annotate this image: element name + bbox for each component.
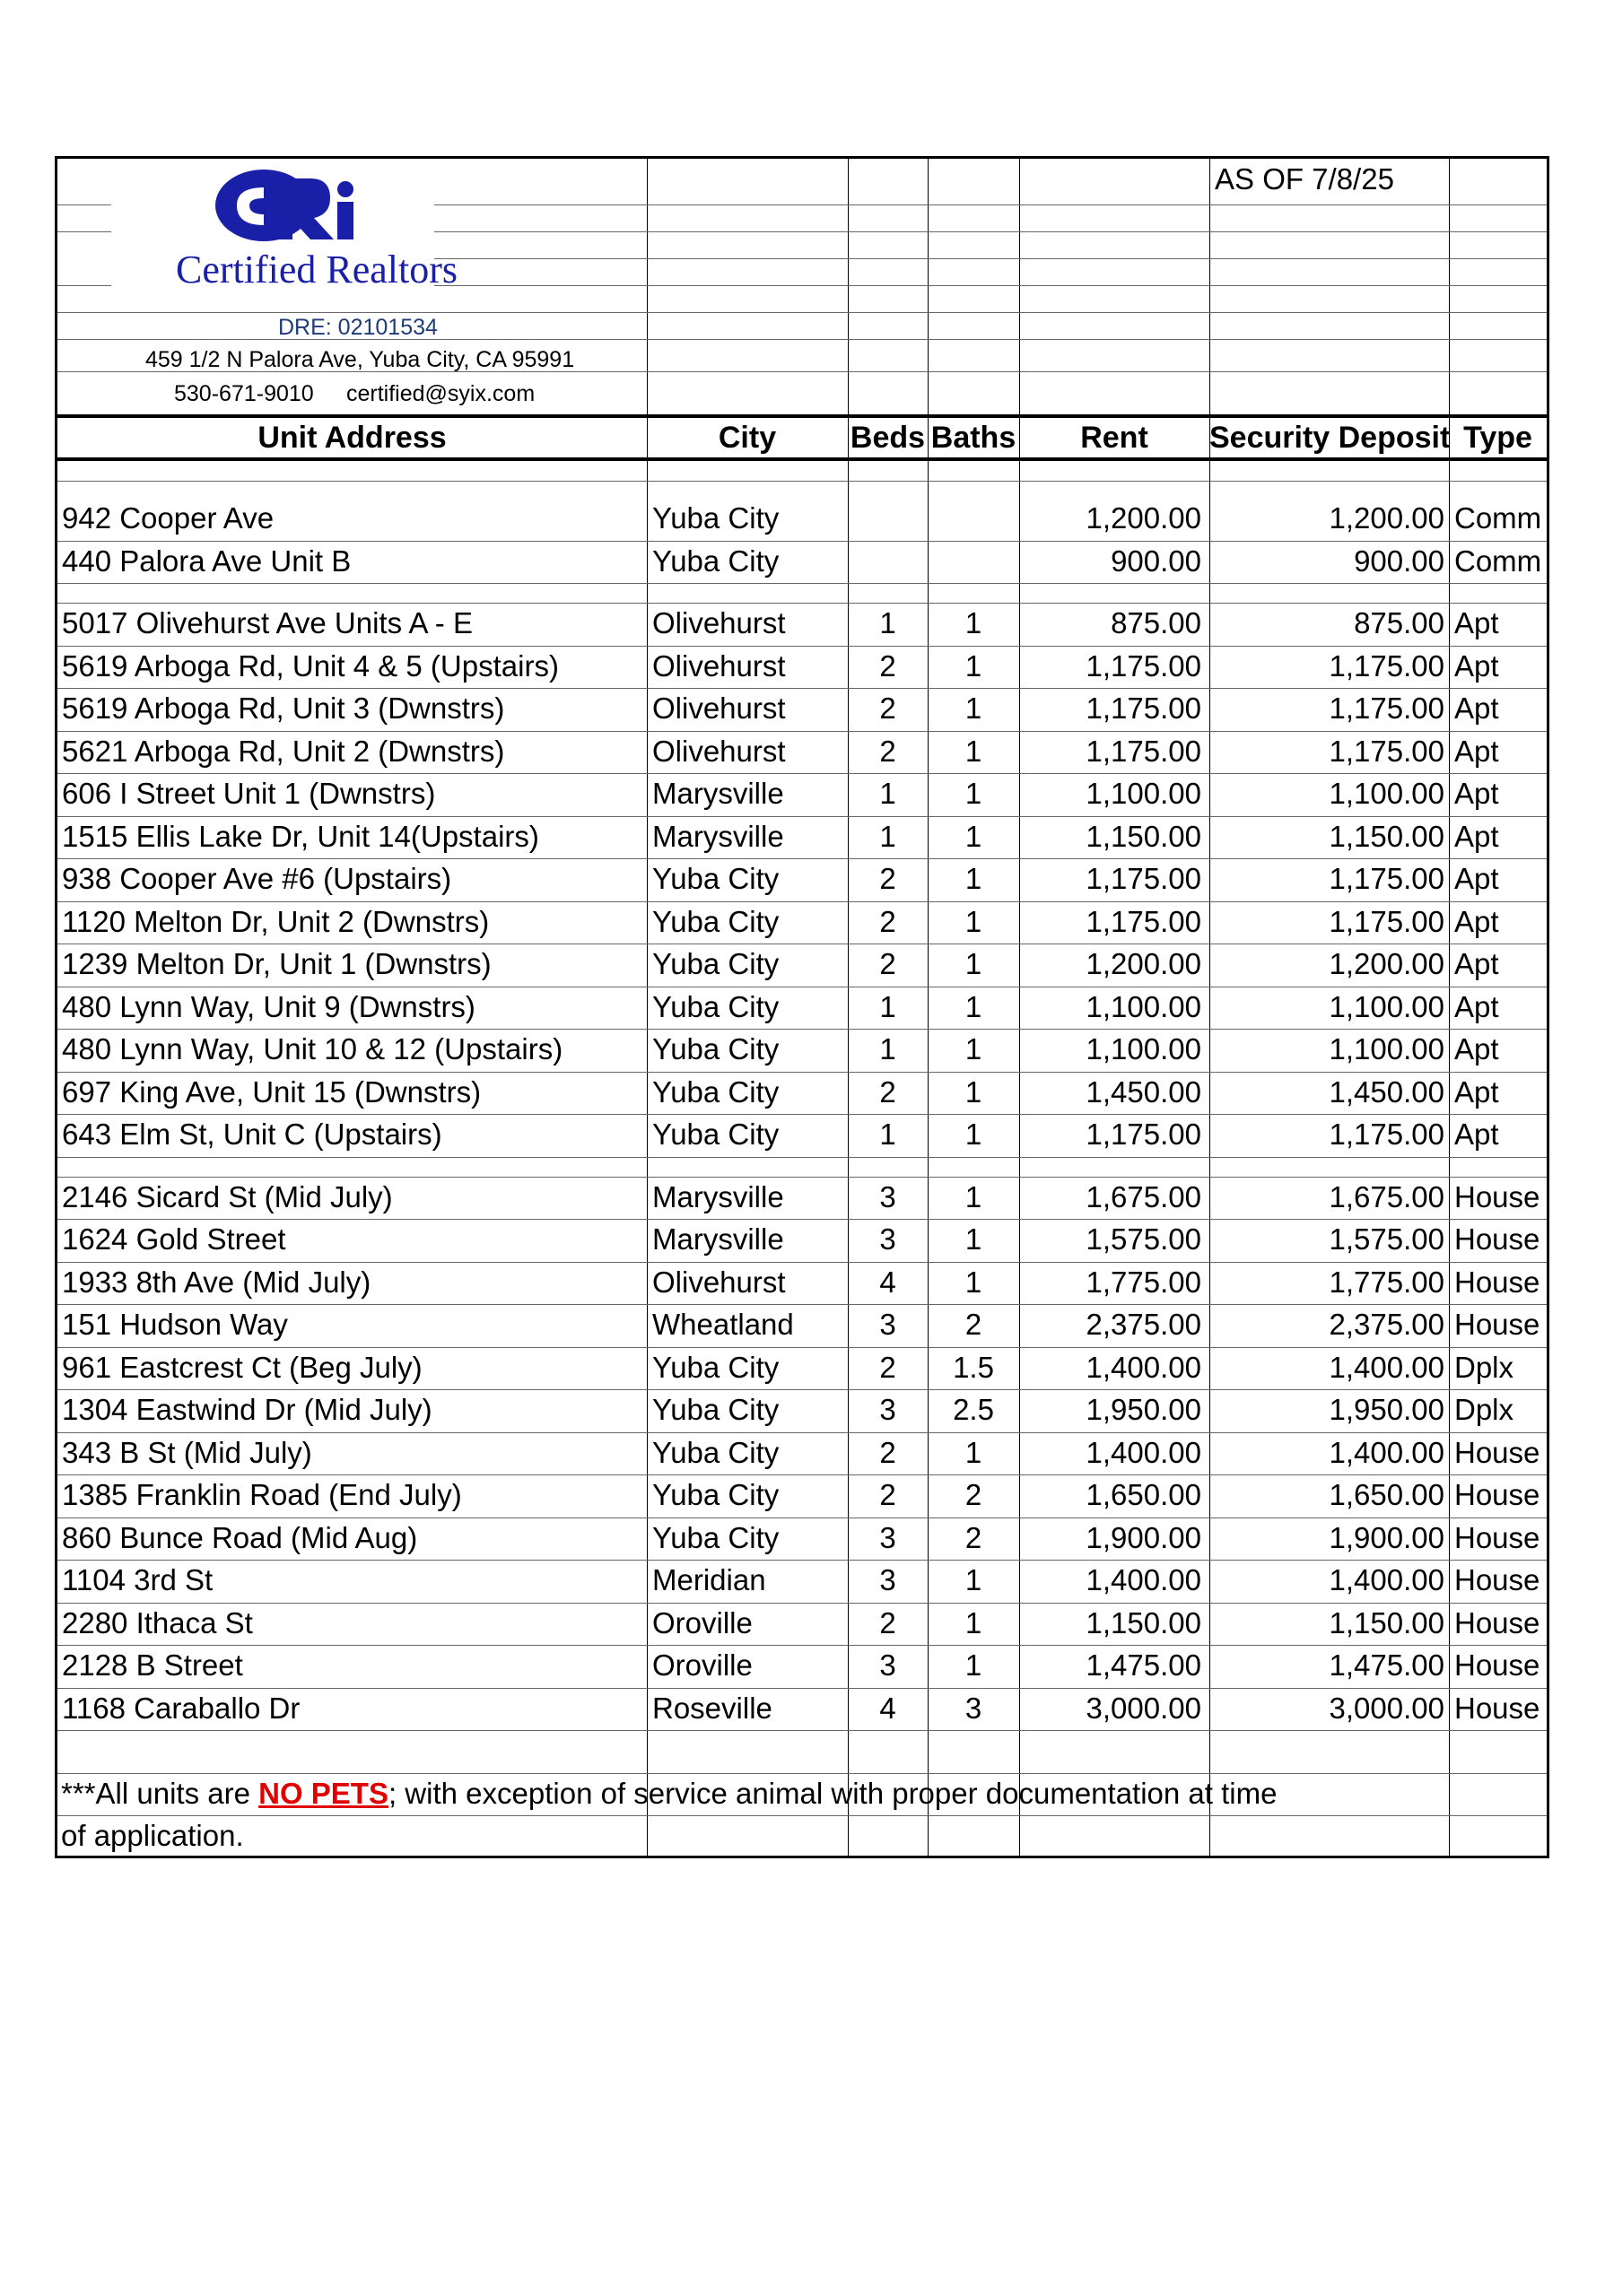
unit-address: 938 Cooper Ave #6 (Upstairs) <box>62 862 452 895</box>
unit-address: 1624 Gold Street <box>62 1222 286 1256</box>
unit-deposit: 1,950.00 <box>1329 1393 1444 1426</box>
unit-type: Apt <box>1454 1032 1499 1065</box>
unit-beds: 2 <box>879 1350 896 1384</box>
unit-address: 860 Bunce Road (Mid Aug) <box>62 1520 418 1554</box>
unit-city: Olivehurst <box>652 648 786 683</box>
unit-rent: 1,175.00 <box>1086 691 1201 725</box>
unit-baths: 1 <box>964 1179 982 1213</box>
unit-beds: 2 <box>879 691 896 725</box>
unit-address: 5619 Arboga Rd, Unit 4 & 5 (Upstairs) <box>62 648 559 683</box>
unit-baths: 1 <box>964 1563 982 1596</box>
unit-rent: 1,675.00 <box>1086 1179 1201 1213</box>
unit-rent: 2,375.00 <box>1086 1308 1201 1341</box>
unit-type: Dplx <box>1454 1350 1514 1384</box>
unit-type: House <box>1454 1478 1540 1511</box>
unit-address: 643 Elm St, Unit C (Upstairs) <box>62 1118 442 1151</box>
unit-baths: 1 <box>964 904 982 938</box>
unit-address: 5619 Arboga Rd, Unit 3 (Dwnstrs) <box>62 691 505 725</box>
header-type: Type <box>1463 421 1532 455</box>
unit-type: House <box>1454 1222 1540 1256</box>
unit-rent: 1,100.00 <box>1086 989 1201 1023</box>
row-divider <box>57 1730 1547 1731</box>
unit-beds: 1 <box>879 1032 896 1065</box>
unit-beds: 3 <box>879 1222 896 1256</box>
unit-baths: 1 <box>964 1222 982 1256</box>
unit-city: Olivehurst <box>652 734 786 768</box>
unit-baths: 1.5 <box>953 1350 994 1384</box>
unit-type: House <box>1454 1563 1540 1596</box>
unit-deposit: 900.00 <box>1354 544 1444 578</box>
unit-rent: 1,475.00 <box>1086 1648 1201 1682</box>
unit-address: 1515 Ellis Lake Dr, Unit 14(Upstairs) <box>62 819 539 853</box>
unit-city: Yuba City <box>652 1478 780 1511</box>
unit-type: Apt <box>1454 777 1499 810</box>
unit-address: 480 Lynn Way, Unit 9 (Dwnstrs) <box>62 989 475 1023</box>
pet-policy-note-line2: of application. <box>61 1819 244 1852</box>
unit-baths: 1 <box>964 1605 982 1639</box>
unit-type: Apt <box>1454 691 1499 725</box>
unit-deposit: 1,775.00 <box>1329 1265 1444 1299</box>
unit-city: Yuba City <box>652 904 780 938</box>
unit-city: Meridian <box>652 1563 766 1596</box>
unit-rent: 1,400.00 <box>1086 1435 1201 1469</box>
unit-baths: 2.5 <box>953 1393 994 1426</box>
unit-city: Olivehurst <box>652 691 786 725</box>
unit-rent: 1,100.00 <box>1086 1032 1201 1065</box>
unit-city: Yuba City <box>652 862 780 895</box>
unit-type: Apt <box>1454 862 1499 895</box>
unit-baths: 1 <box>964 777 982 810</box>
unit-city: Yuba City <box>652 989 780 1023</box>
unit-city: Wheatland <box>652 1308 794 1341</box>
unit-address: 961 Eastcrest Ct (Beg July) <box>62 1350 423 1384</box>
unit-type: House <box>1454 1179 1540 1213</box>
unit-deposit: 1,150.00 <box>1329 1605 1444 1639</box>
no-pets-highlight: NO PETS <box>258 1777 388 1810</box>
unit-baths: 1 <box>964 1032 982 1065</box>
unit-type: House <box>1454 1520 1540 1554</box>
unit-beds: 3 <box>879 1393 896 1426</box>
unit-city: Oroville <box>652 1605 753 1639</box>
unit-deposit: 1,400.00 <box>1329 1350 1444 1384</box>
unit-baths: 1 <box>964 1265 982 1299</box>
unit-deposit: 1,575.00 <box>1329 1222 1444 1256</box>
unit-beds: 3 <box>879 1308 896 1341</box>
unit-type: Apt <box>1454 819 1499 853</box>
unit-beds: 2 <box>879 734 896 768</box>
unit-baths: 3 <box>964 1691 982 1725</box>
unit-baths: 1 <box>964 819 982 853</box>
unit-baths: 2 <box>964 1520 982 1554</box>
unit-address: 1120 Melton Dr, Unit 2 (Dwnstrs) <box>62 904 490 938</box>
unit-deposit: 1,150.00 <box>1329 819 1444 853</box>
header-unit-address: Unit Address <box>257 421 447 455</box>
unit-rent: 1,400.00 <box>1086 1563 1201 1596</box>
unit-deposit: 1,175.00 <box>1329 734 1444 768</box>
unit-city: Yuba City <box>652 1032 780 1065</box>
unit-rent: 1,900.00 <box>1086 1520 1201 1554</box>
unit-baths: 1 <box>964 691 982 725</box>
unit-type: House <box>1454 1265 1540 1299</box>
office-email: certified@syix.com <box>346 381 536 406</box>
unit-rent: 1,175.00 <box>1086 1118 1201 1151</box>
office-address: 459 1/2 N Palora Ave, Yuba City, CA 95991 <box>145 347 575 372</box>
office-phone: 530-671-9010 <box>174 381 314 406</box>
unit-deposit: 1,175.00 <box>1329 904 1444 938</box>
unit-deposit: 1,175.00 <box>1329 648 1444 683</box>
unit-type: Apt <box>1454 947 1499 980</box>
unit-city: Yuba City <box>652 1393 780 1426</box>
unit-type: Apt <box>1454 606 1499 639</box>
unit-city: Marysville <box>652 777 784 810</box>
unit-baths: 1 <box>964 989 982 1023</box>
unit-rent: 1,400.00 <box>1086 1350 1201 1384</box>
unit-deposit: 1,100.00 <box>1329 989 1444 1023</box>
unit-deposit: 1,900.00 <box>1329 1520 1444 1554</box>
unit-address: 2280 Ithaca St <box>62 1605 253 1639</box>
unit-rent: 1,150.00 <box>1086 1605 1201 1639</box>
unit-deposit: 1,200.00 <box>1329 501 1444 535</box>
unit-rent: 1,950.00 <box>1086 1393 1201 1426</box>
unit-beds: 3 <box>879 1648 896 1682</box>
unit-baths: 1 <box>964 1074 982 1109</box>
unit-baths: 1 <box>964 1118 982 1151</box>
unit-beds: 1 <box>879 606 896 639</box>
unit-baths: 1 <box>964 1648 982 1682</box>
company-logo <box>120 168 461 302</box>
pet-policy-note <box>61 1773 1277 1814</box>
unit-type: House <box>1454 1435 1540 1469</box>
col-divider <box>1449 159 1450 1856</box>
unit-city: Yuba City <box>652 1435 780 1469</box>
unit-deposit: 2,375.00 <box>1329 1308 1444 1341</box>
unit-address: 151 Hudson Way <box>62 1308 288 1341</box>
unit-address: 2146 Sicard St (Mid July) <box>62 1179 393 1213</box>
unit-type: House <box>1454 1691 1540 1725</box>
note-prefix: ***All units are <box>61 1777 259 1810</box>
unit-city: Roseville <box>652 1691 772 1725</box>
row-divider <box>57 583 1547 584</box>
unit-city: Yuba City <box>652 501 780 535</box>
unit-deposit: 1,175.00 <box>1329 862 1444 895</box>
unit-city: Yuba City <box>652 1350 780 1384</box>
unit-deposit: 1,200.00 <box>1329 947 1444 980</box>
unit-city: Yuba City <box>652 544 780 578</box>
dre-number: DRE: 02101534 <box>278 315 438 340</box>
unit-rent: 1,450.00 <box>1086 1074 1201 1109</box>
unit-baths: 1 <box>964 1435 982 1469</box>
unit-city: Marysville <box>652 1222 784 1256</box>
unit-beds: 3 <box>879 1179 896 1213</box>
unit-beds: 2 <box>879 1605 896 1639</box>
unit-beds: 1 <box>879 777 896 810</box>
row-divider <box>57 1157 1547 1158</box>
col-divider <box>647 159 648 1856</box>
unit-beds: 3 <box>879 1520 896 1554</box>
unit-deposit: 1,100.00 <box>1329 1032 1444 1065</box>
header-baths: Baths <box>930 421 1016 455</box>
unit-type: Apt <box>1454 648 1499 683</box>
company-name: Certified Realtors <box>176 248 458 291</box>
unit-deposit: 1,400.00 <box>1329 1435 1444 1469</box>
unit-city: Yuba City <box>652 1118 780 1151</box>
unit-type: Apt <box>1454 904 1499 938</box>
unit-deposit: 1,100.00 <box>1329 777 1444 810</box>
unit-deposit: 1,400.00 <box>1329 1563 1444 1596</box>
unit-rent: 1,175.00 <box>1086 862 1201 895</box>
unit-beds: 1 <box>879 1118 896 1151</box>
unit-type: Apt <box>1454 734 1499 768</box>
row-divider <box>57 1815 1547 1816</box>
unit-type: Dplx <box>1454 1393 1514 1426</box>
unit-rent: 1,775.00 <box>1086 1265 1201 1299</box>
unit-rent: 1,150.00 <box>1086 819 1201 853</box>
unit-type: Comm <box>1454 501 1542 535</box>
unit-beds: 2 <box>879 1478 896 1511</box>
unit-beds: 2 <box>879 862 896 895</box>
unit-rent: 1,100.00 <box>1086 777 1201 810</box>
unit-type: House <box>1454 1648 1540 1682</box>
unit-city: Oroville <box>652 1648 753 1682</box>
unit-address: 2128 B Street <box>62 1648 243 1682</box>
header-security-deposit: Security Deposit <box>1209 421 1451 455</box>
unit-address: 606 I Street Unit 1 (Dwnstrs) <box>62 777 436 810</box>
unit-type: Apt <box>1454 1074 1499 1109</box>
unit-baths: 2 <box>964 1308 982 1341</box>
unit-type: Apt <box>1454 989 1499 1023</box>
unit-rent: 1,175.00 <box>1086 648 1201 683</box>
unit-beds: 2 <box>879 1074 896 1109</box>
as-of-date: AS OF 7/8/25 <box>1215 162 1394 196</box>
unit-rent: 900.00 <box>1111 544 1201 578</box>
note-text: ; with exception of service animal with proper documentation at time <box>388 1777 1278 1810</box>
unit-address: 1168 Caraballo Dr <box>62 1691 301 1725</box>
unit-beds: 2 <box>879 904 896 938</box>
unit-beds: 3 <box>879 1563 896 1596</box>
row-divider <box>57 481 1547 482</box>
unit-address: 440 Palora Ave Unit B <box>62 544 352 578</box>
unit-deposit: 1,675.00 <box>1329 1179 1444 1213</box>
unit-baths: 1 <box>964 862 982 895</box>
unit-beds: 2 <box>879 648 896 683</box>
unit-city: Olivehurst <box>652 606 786 639</box>
unit-rent: 1,650.00 <box>1086 1478 1201 1511</box>
unit-beds: 1 <box>879 819 896 853</box>
unit-beds: 4 <box>879 1265 896 1299</box>
unit-rent: 875.00 <box>1111 606 1201 639</box>
unit-deposit: 1,175.00 <box>1329 691 1444 725</box>
unit-type: Apt <box>1454 1118 1499 1151</box>
unit-city: Yuba City <box>652 1520 780 1554</box>
unit-beds: 2 <box>879 1435 896 1469</box>
unit-baths: 1 <box>964 606 982 639</box>
unit-address: 1385 Franklin Road (End July) <box>62 1478 462 1511</box>
unit-rent: 1,200.00 <box>1086 501 1201 535</box>
unit-rent: 3,000.00 <box>1086 1691 1201 1725</box>
header-beds: Beds <box>850 421 926 455</box>
unit-address: 343 B St (Mid July) <box>62 1435 312 1469</box>
unit-deposit: 1,650.00 <box>1329 1478 1444 1511</box>
unit-beds: 4 <box>879 1691 896 1725</box>
listing-sheet <box>55 156 1549 1858</box>
unit-address: 5621 Arboga Rd, Unit 2 (Dwnstrs) <box>62 734 505 768</box>
unit-deposit: 1,475.00 <box>1329 1648 1444 1682</box>
header-city: City <box>718 421 777 455</box>
unit-address: 942 Cooper Ave <box>62 501 275 535</box>
unit-address: 1304 Eastwind Dr (Mid July) <box>62 1393 432 1426</box>
unit-rent: 1,200.00 <box>1086 947 1201 980</box>
unit-baths: 1 <box>964 734 982 768</box>
header-rent: Rent <box>1080 421 1148 455</box>
unit-address: 1104 3rd St <box>62 1563 214 1596</box>
unit-address: 1239 Melton Dr, Unit 1 (Dwnstrs) <box>62 947 492 980</box>
unit-address: 1933 8th Ave (Mid July) <box>62 1265 371 1299</box>
unit-address: 480 Lynn Way, Unit 10 & 12 (Upstairs) <box>62 1032 563 1065</box>
unit-deposit: 875.00 <box>1354 606 1444 639</box>
unit-type: House <box>1454 1308 1540 1341</box>
unit-deposit: 1,450.00 <box>1329 1074 1444 1109</box>
unit-city: Marysville <box>652 819 784 853</box>
unit-deposit: 3,000.00 <box>1329 1691 1444 1725</box>
unit-type: House <box>1454 1605 1540 1639</box>
unit-deposit: 1,175.00 <box>1329 1118 1444 1151</box>
unit-address: 5017 Olivehurst Ave Units A - E <box>62 606 473 639</box>
unit-type: Comm <box>1454 544 1542 578</box>
unit-city: Marysville <box>652 1179 784 1213</box>
unit-city: Olivehurst <box>652 1265 786 1299</box>
unit-beds: 1 <box>879 989 896 1023</box>
unit-beds: 2 <box>879 947 896 980</box>
unit-rent: 1,175.00 <box>1086 904 1201 938</box>
unit-baths: 2 <box>964 1478 982 1511</box>
unit-baths: 1 <box>964 947 982 980</box>
unit-baths: 1 <box>964 648 982 683</box>
unit-rent: 1,575.00 <box>1086 1222 1201 1256</box>
unit-address: 697 King Ave, Unit 15 (Dwnstrs) <box>62 1074 482 1109</box>
unit-rent: 1,175.00 <box>1086 734 1201 768</box>
unit-city: Yuba City <box>652 1074 780 1109</box>
unit-city: Yuba City <box>652 947 780 980</box>
